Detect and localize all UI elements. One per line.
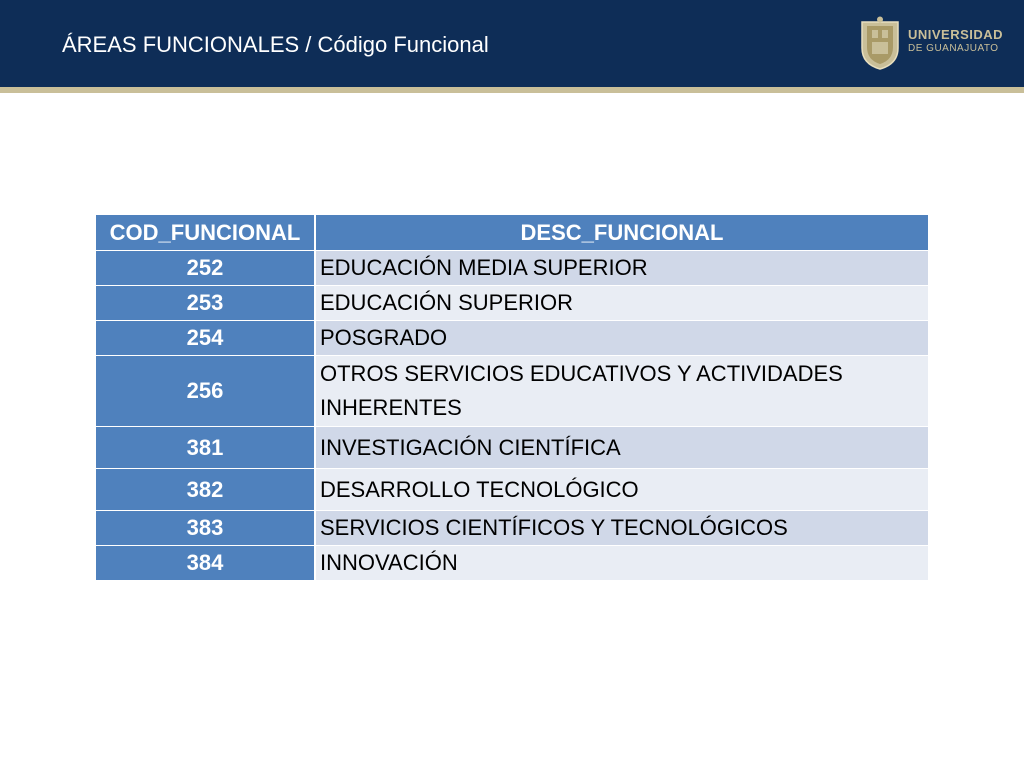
table-row: [96, 511, 928, 545]
cell-description: SERVICIOS CIENTÍFICOS Y TECNOLÓGICOS: [316, 511, 928, 545]
cell-code: 384: [96, 546, 314, 580]
cell-description: POSGRADO: [316, 321, 928, 355]
table-row: [96, 321, 928, 355]
cell-code: 252: [96, 251, 314, 285]
university-seal-icon: [858, 16, 902, 70]
table-row: [96, 546, 928, 580]
cell-code: 256: [96, 356, 314, 426]
cell-code: 383: [96, 511, 314, 545]
table-row: [96, 356, 928, 426]
table-row: [96, 251, 928, 285]
table-row: [96, 286, 928, 320]
university-name: [908, 28, 1003, 55]
cell-code: 253: [96, 286, 314, 320]
cell-description: EDUCACIÓN MEDIA SUPERIOR: [316, 251, 928, 285]
cell-description: INNOVACIÓN: [316, 546, 928, 580]
cell-code: 381: [96, 427, 314, 468]
table-header-row: [96, 215, 928, 250]
logo-line-2: DE GUANAJUATO: [908, 43, 999, 54]
table-row: [96, 469, 928, 510]
cell-description: INVESTIGACIÓN CIENTÍFICA: [316, 427, 928, 468]
university-logo: [858, 16, 1008, 70]
column-header-description: DESC_FUNCIONAL: [316, 215, 928, 250]
logo-line-1: UNIVERSIDAD: [908, 27, 1004, 42]
page-title: ÁREAS FUNCIONALES / Código Funcional: [62, 32, 489, 57]
cell-code: 254: [96, 321, 314, 355]
cell-description: OTROS SERVICIOS EDUCATIVOS Y ACTIVIDADES INHERENTES: [316, 356, 928, 426]
header-bar: [0, 0, 1024, 87]
column-header-code: COD_FUNCIONAL: [96, 215, 314, 250]
header-divider: [0, 87, 1024, 93]
cell-description: EDUCACIÓN SUPERIOR: [316, 286, 928, 320]
functional-areas-table: [94, 214, 930, 581]
cell-code: 382: [96, 469, 314, 510]
cell-description: DESARROLLO TECNOLÓGICO: [316, 469, 928, 510]
table-row: [96, 427, 928, 468]
